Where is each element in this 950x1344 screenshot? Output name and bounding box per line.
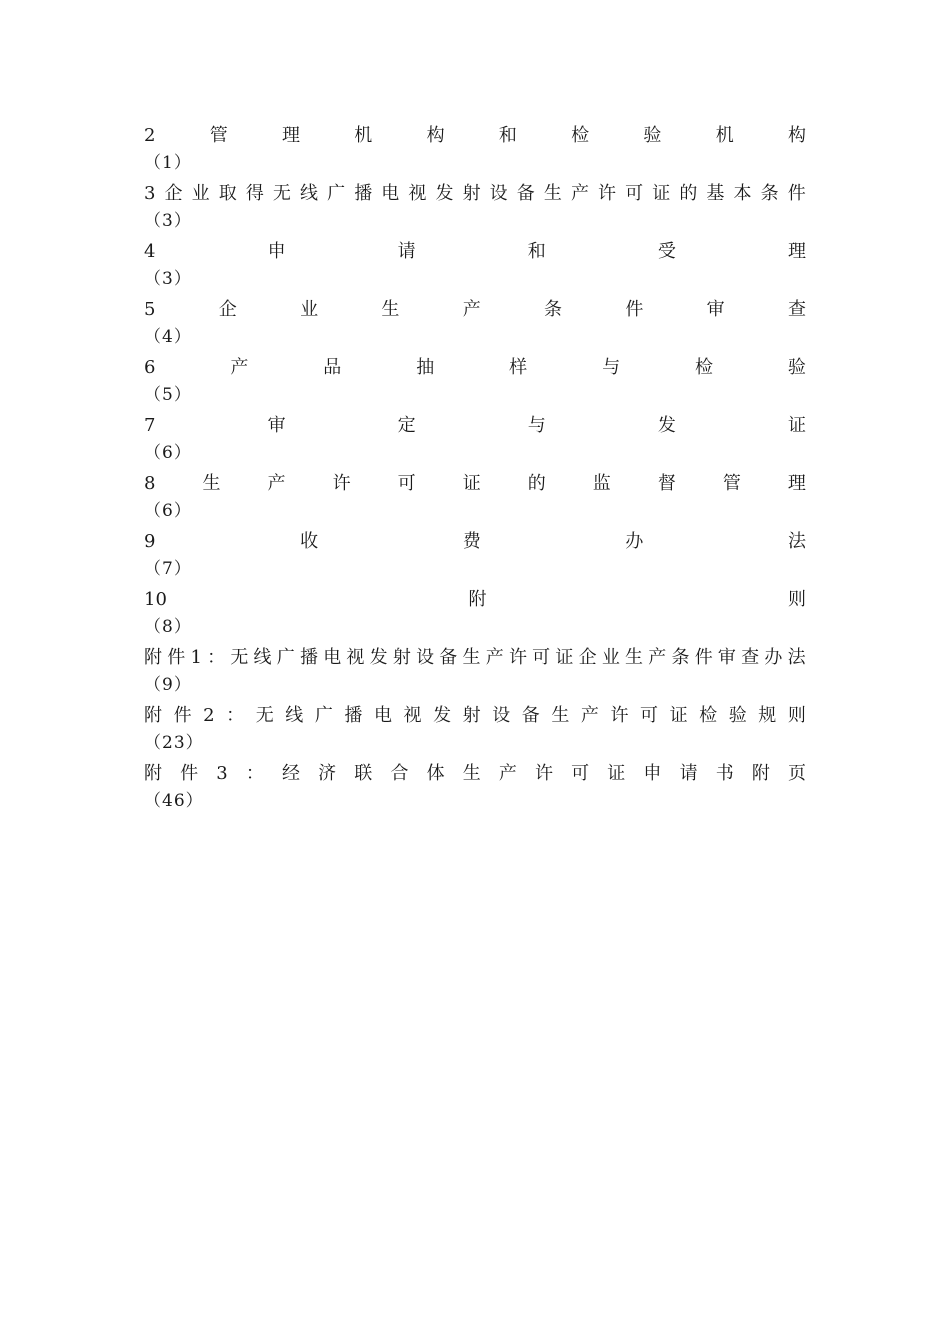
toc-entry-title-glyph: 视 — [408, 183, 427, 204]
toc-entry-title-glyph: 条 — [544, 299, 563, 320]
toc-entry-page: （6） — [144, 501, 192, 521]
toc-entry-title-line — [144, 584, 806, 616]
toc-entry-title-glyph: 合 — [390, 763, 409, 784]
toc-entry[interactable] — [144, 758, 806, 816]
toc-entry-title-glyph: 发 — [433, 705, 452, 726]
toc-entry-title-glyph: 发 — [657, 415, 676, 436]
toc-entry-title-glyph: 企 — [164, 183, 183, 204]
toc-entry-title-glyph: 电 — [381, 183, 400, 204]
toc-entry-title-glyph: 管 — [209, 125, 228, 146]
toc-entry-title-glyph: 可 — [640, 705, 659, 726]
toc-entry-title-glyph: 证 — [652, 183, 671, 204]
toc-entry-title-glyph: 线 — [253, 647, 272, 668]
toc-entry-title-glyph: 管 — [722, 473, 741, 494]
toc-entry-title-glyph: 受 — [657, 241, 676, 262]
toc-entry[interactable] — [144, 120, 806, 178]
toc-entry-title-glyph: 证 — [555, 647, 574, 668]
toc-entry-title-glyph: 法 — [787, 647, 806, 668]
toc-entry-title-glyph: 许 — [610, 705, 629, 726]
toc-entry-title-glyph: 无 — [230, 647, 249, 668]
toc-entry-title-glyph: 审 — [706, 299, 725, 320]
toc-entry-title-glyph: 电 — [373, 705, 392, 726]
toc-entry-title-glyph: 办 — [764, 647, 783, 668]
toc-entry-page: （4） — [144, 327, 192, 347]
toc-entry-title-glyph: 设 — [489, 183, 508, 204]
toc-entry-title-glyph: 生 — [462, 763, 481, 784]
toc-entry-title-glyph: 检 — [699, 705, 718, 726]
toc-entry-title-glyph: 射 — [462, 183, 481, 204]
toc-entry-title-glyph: 视 — [346, 647, 365, 668]
toc-entry-title-line — [144, 120, 806, 152]
toc-entry-title-glyph: 定 — [397, 415, 416, 436]
toc-entry-title-glyph: 产 — [648, 647, 667, 668]
toc-entry-title-glyph: 业 — [601, 647, 620, 668]
toc-entry-title-glyph: 监 — [592, 473, 611, 494]
toc-entry-title-glyph: 验 — [728, 705, 747, 726]
toc-entry-title-glyph: 件 — [694, 647, 713, 668]
toc-entry-number-glyph: 5 — [144, 299, 156, 320]
toc-entry-title-glyph: 检 — [571, 125, 590, 146]
toc-entry-title-glyph: 业 — [191, 183, 210, 204]
toc-entry-title-glyph: 备 — [516, 183, 535, 204]
toc-entry-title-glyph: 书 — [715, 763, 734, 784]
toc-entry-title-line — [144, 700, 806, 732]
toc-entry-title-line — [144, 642, 806, 674]
toc-entry-title-glyph: 机 — [715, 125, 734, 146]
toc-entry-title-glyph: 播 — [354, 183, 373, 204]
toc-entry-title-glyph: 查 — [741, 647, 760, 668]
toc-entry-page: （7） — [144, 559, 192, 579]
toc-entry-page: （5） — [144, 385, 192, 405]
toc-entry-title-glyph: 可 — [397, 473, 416, 494]
toc-entry-title-glyph: 济 — [318, 763, 337, 784]
toc-entry-title-glyph: 和 — [498, 125, 517, 146]
toc-entry-title-glyph: 许 — [508, 647, 527, 668]
toc-entry[interactable] — [144, 236, 806, 294]
toc-entry-title-glyph: 与 — [602, 357, 621, 378]
toc-entry-number-glyph: ： — [226, 705, 245, 726]
table-of-contents — [144, 120, 806, 816]
toc-entry-title-glyph: 产 — [485, 647, 504, 668]
toc-entry-number-glyph: 1 — [190, 647, 202, 668]
toc-entry-title-glyph: 机 — [354, 125, 373, 146]
toc-entry-number-glyph: 7 — [144, 415, 156, 436]
toc-entry-title-glyph: 请 — [397, 241, 416, 262]
toc-entry-number-glyph: 8 — [144, 473, 156, 494]
toc-entry-number-glyph: ： — [245, 763, 264, 784]
toc-entry-number-glyph: 件 — [173, 705, 192, 726]
toc-entry-page: （8） — [144, 617, 192, 637]
toc-entry-number-glyph: 9 — [144, 531, 156, 552]
toc-entry[interactable] — [144, 526, 806, 584]
toc-entry-title-glyph: 的 — [527, 473, 546, 494]
toc-entry-title-glyph: 广 — [314, 705, 333, 726]
toc-entry-title-glyph: 许 — [535, 763, 553, 784]
toc-entry-title-glyph: 可 — [625, 183, 644, 204]
toc-entry[interactable] — [144, 410, 806, 468]
toc-entry-page: （3） — [144, 211, 192, 231]
toc-entry-title-glyph: 产 — [267, 473, 286, 494]
toc-entry-title-line — [144, 294, 806, 326]
toc-entry-title-glyph: 业 — [300, 299, 319, 320]
toc-entry-title-glyph: 审 — [267, 415, 286, 436]
toc-entry-title-glyph: 品 — [323, 357, 342, 378]
toc-entry-title-glyph: 理 — [282, 125, 301, 146]
toc-entry-title-glyph: 件 — [625, 299, 644, 320]
toc-entry-title-glyph: 页 — [787, 763, 806, 784]
toc-entry-title-glyph: 设 — [416, 647, 435, 668]
toc-entry-title-glyph: 生 — [381, 299, 400, 320]
toc-entry-title-glyph: 得 — [245, 183, 264, 204]
toc-entry-title-glyph: 无 — [255, 705, 274, 726]
toc-entry-page: （23） — [144, 733, 204, 753]
toc-entry[interactable] — [144, 468, 806, 526]
toc-entry-title-glyph: 生 — [202, 473, 221, 494]
toc-entry-title-line — [144, 526, 806, 558]
toc-entry-title-glyph: 检 — [694, 357, 713, 378]
toc-entry-number-glyph: 4 — [144, 241, 156, 262]
toc-entry-number-glyph: 件 — [167, 647, 186, 668]
toc-entry-page: （1） — [144, 153, 192, 173]
toc-entry-title-glyph: 取 — [218, 183, 237, 204]
toc-entry-number-glyph: 2 — [203, 705, 215, 726]
toc-entry-number-glyph: 附 — [144, 705, 162, 726]
toc-entry-title-glyph: 和 — [527, 241, 546, 262]
toc-entry-title-glyph: 验 — [643, 125, 662, 146]
toc-entry-title-glyph: 件 — [787, 183, 806, 204]
toc-entry-title-glyph: 证 — [788, 415, 806, 436]
toc-entry-number-glyph: 6 — [144, 357, 156, 378]
toc-entry-title-glyph: 联 — [354, 763, 373, 784]
toc-entry-title-glyph: 产 — [230, 357, 249, 378]
toc-entry-title-glyph: 请 — [679, 763, 698, 784]
toc-entry-title-glyph: 理 — [788, 241, 806, 262]
toc-entry-number-glyph: 10 — [144, 589, 167, 610]
toc-entry-number-glyph: 附 — [144, 763, 162, 784]
toc-entry-title-glyph: 无 — [272, 183, 291, 204]
toc-entry-title-glyph: 广 — [276, 647, 295, 668]
toc-entry-title-glyph: 证 — [669, 705, 688, 726]
toc-entry-title-glyph: 射 — [462, 705, 481, 726]
toc-entry-title-glyph: 规 — [758, 705, 777, 726]
toc-entry-title-line — [144, 236, 806, 268]
toc-entry-title-glyph: 与 — [527, 415, 546, 436]
toc-entry-title-line — [144, 468, 806, 500]
toc-entry-page: （6） — [144, 443, 192, 463]
toc-entry-title-glyph: 线 — [285, 705, 304, 726]
toc-entry-title-glyph: 发 — [369, 647, 388, 668]
toc-entry-title-glyph: 构 — [787, 125, 806, 146]
toc-entry-number-glyph: ： — [207, 647, 226, 668]
toc-entry-title-glyph: 法 — [787, 531, 806, 552]
toc-entry-title-glyph: 抽 — [416, 357, 435, 378]
toc-entry-page: （46） — [144, 791, 204, 811]
toc-entry-title-glyph: 视 — [403, 705, 422, 726]
toc-entry-title-glyph: 播 — [299, 647, 318, 668]
toc-entry-title-glyph: 理 — [787, 473, 806, 494]
toc-entry-title-glyph: 证 — [607, 763, 626, 784]
toc-entry-title-glyph: 申 — [643, 763, 662, 784]
toc-entry-title-glyph: 备 — [439, 647, 458, 668]
toc-entry-title-glyph: 线 — [300, 183, 319, 204]
toc-entry-title-glyph: 督 — [657, 473, 676, 494]
toc-entry-page: （3） — [144, 269, 192, 289]
toc-entry-title-glyph: 则 — [787, 705, 806, 726]
toc-entry-title-glyph: 许 — [332, 473, 351, 494]
toc-entry-title-glyph: 体 — [426, 763, 445, 784]
toc-entry-title-glyph: 构 — [426, 125, 445, 146]
toc-entry[interactable] — [144, 294, 806, 352]
toc-entry-title-glyph: 生 — [625, 647, 644, 668]
toc-entry-title-glyph: 电 — [323, 647, 342, 668]
toc-entry-number-glyph: 3 — [216, 763, 228, 784]
toc-entry-title-glyph: 播 — [344, 705, 363, 726]
toc-entry-title-glyph: 产 — [498, 763, 517, 784]
toc-entry-title-glyph: 生 — [462, 647, 481, 668]
toc-entry-number-glyph: 附 — [144, 647, 162, 668]
toc-entry-title-glyph: 产 — [570, 183, 589, 204]
toc-entry-title-glyph: 申 — [267, 241, 286, 262]
toc-entry-title-glyph: 收 — [300, 531, 319, 552]
toc-entry-title-glyph: 发 — [435, 183, 454, 204]
toc-entry-title-glyph: 附 — [751, 763, 770, 784]
toc-entry[interactable] — [144, 642, 806, 700]
toc-entry-title-glyph: 样 — [509, 357, 528, 378]
toc-entry-title-glyph: 费 — [462, 531, 481, 552]
toc-entry-title-glyph: 基 — [706, 183, 725, 204]
toc-entry-title-glyph: 条 — [760, 183, 779, 204]
toc-entry-title-glyph: 企 — [218, 299, 237, 320]
toc-entry-title-glyph: 验 — [787, 357, 806, 378]
toc-entry-number-glyph: 件 — [180, 763, 199, 784]
toc-entry-title-line — [144, 352, 806, 384]
toc-entry-title-glyph: 办 — [625, 531, 644, 552]
toc-entry-title-glyph: 可 — [532, 647, 551, 668]
toc-entry-title-glyph: 本 — [733, 183, 752, 204]
toc-entry-title-glyph: 证 — [462, 473, 481, 494]
toc-entry-title-glyph: 可 — [571, 763, 590, 784]
toc-entry-title-glyph: 产 — [462, 299, 481, 320]
toc-entry-title-glyph: 则 — [788, 589, 806, 610]
toc-entry-title-glyph: 企 — [578, 647, 597, 668]
toc-entry-number-glyph: 3 — [144, 183, 156, 204]
toc-entry-page: （9） — [144, 675, 192, 695]
toc-entry-title-glyph: 广 — [327, 183, 346, 204]
toc-entry[interactable] — [144, 178, 806, 236]
toc-entry-title-glyph: 生 — [551, 705, 570, 726]
toc-entry-title-line — [144, 758, 806, 790]
toc-entry[interactable] — [144, 584, 806, 642]
toc-entry-title-glyph: 许 — [598, 183, 617, 204]
toc-entry-title-glyph: 备 — [521, 705, 540, 726]
toc-entry-title-glyph: 射 — [392, 647, 411, 668]
toc-entry-title-glyph: 附 — [468, 589, 487, 610]
toc-entry[interactable] — [144, 352, 806, 410]
toc-entry-title-line — [144, 410, 806, 442]
toc-entry-title-glyph: 设 — [492, 705, 511, 726]
toc-entry-title-line — [144, 178, 806, 210]
toc-entry-title-glyph: 的 — [679, 183, 698, 204]
toc-entry-number-glyph: 2 — [144, 125, 156, 146]
toc-entry-title-glyph: 经 — [282, 763, 301, 784]
toc-entry[interactable] — [144, 700, 806, 758]
toc-entry-title-glyph: 生 — [543, 183, 562, 204]
toc-entry-title-glyph: 查 — [787, 299, 806, 320]
toc-entry-title-glyph: 条 — [671, 647, 690, 668]
toc-entry-title-glyph: 产 — [580, 705, 599, 726]
toc-entry-title-glyph: 审 — [717, 647, 736, 668]
